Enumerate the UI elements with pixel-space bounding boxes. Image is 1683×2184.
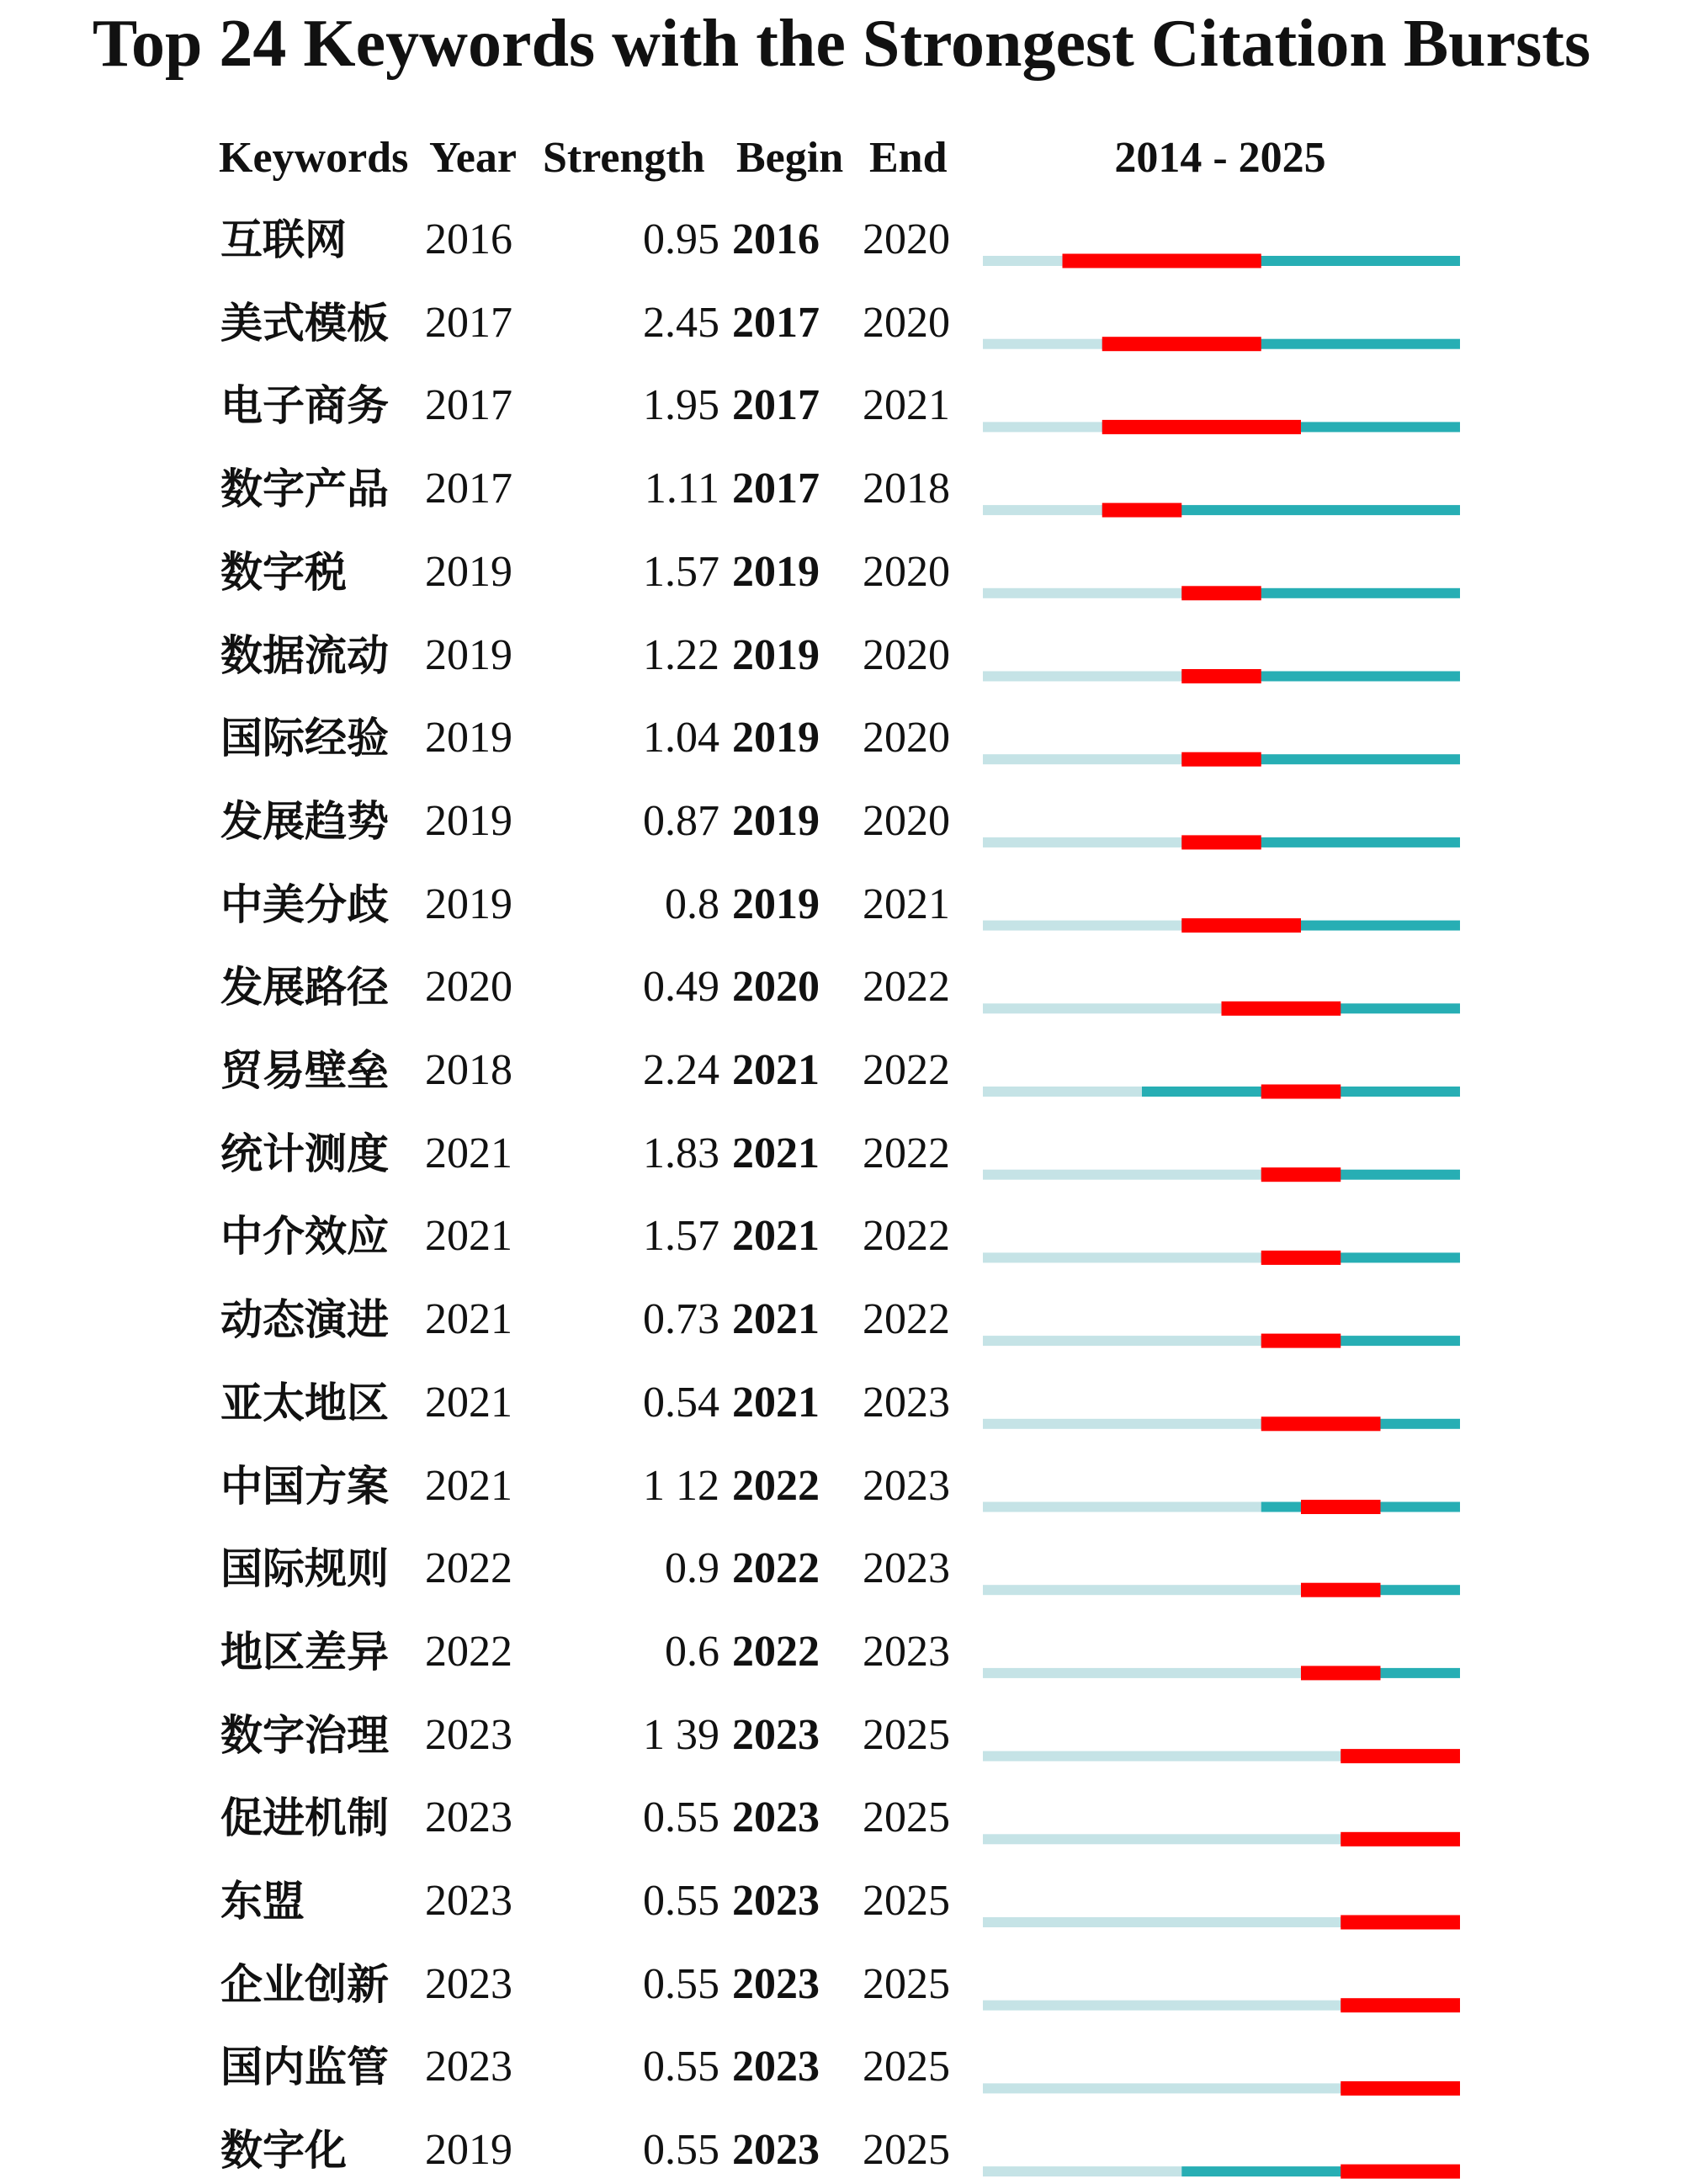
timeline-active-segment bbox=[1301, 1668, 1460, 1678]
timeline-before-segment bbox=[983, 1087, 1142, 1097]
strength-value: 0.8 bbox=[665, 879, 719, 928]
timeline-before-segment bbox=[983, 1252, 1261, 1262]
strength-value: 1.04 bbox=[643, 714, 719, 763]
keyword-label: 数字税 bbox=[220, 547, 347, 597]
timeline-active-segment bbox=[1341, 2001, 1460, 2011]
burst-bar bbox=[1301, 1500, 1381, 1514]
burst-bar bbox=[1301, 1583, 1381, 1597]
burst-bar bbox=[1181, 835, 1261, 849]
burst-bar bbox=[1261, 1334, 1341, 1348]
strength-value: 0.9 bbox=[665, 1544, 719, 1593]
begin-year: 2020 bbox=[732, 963, 820, 1012]
strength-value: 1.95 bbox=[643, 381, 719, 430]
burst-bar bbox=[1222, 1002, 1341, 1016]
timeline-active-segment bbox=[1102, 422, 1460, 432]
begin-year: 2019 bbox=[732, 547, 820, 596]
year-value: 2016 bbox=[425, 215, 512, 263]
burst-bar bbox=[1181, 586, 1261, 600]
end-year: 2023 bbox=[863, 1378, 950, 1427]
timeline-before-segment bbox=[983, 1834, 1341, 1844]
strength-value: 0.55 bbox=[643, 1877, 719, 1925]
strength-value: 0.73 bbox=[643, 1295, 719, 1344]
burst-bar bbox=[1341, 1832, 1460, 1847]
year-value: 2019 bbox=[425, 879, 512, 928]
keyword-label: 东盟 bbox=[220, 1877, 305, 1926]
timeline-active-segment bbox=[1261, 1336, 1460, 1346]
begin-year: 2022 bbox=[732, 1627, 820, 1676]
end-year: 2025 bbox=[863, 1877, 950, 1925]
year-value: 2021 bbox=[425, 1461, 512, 1510]
burst-bar bbox=[1063, 254, 1261, 268]
begin-year: 2023 bbox=[732, 1793, 820, 1842]
timeline-active-segment bbox=[1341, 1751, 1460, 1762]
keyword-label: 亚太地区 bbox=[220, 1378, 389, 1427]
year-value: 2019 bbox=[425, 547, 512, 596]
burst-bar bbox=[1261, 1167, 1341, 1182]
keyword-label: 地区差异 bbox=[220, 1627, 389, 1677]
strength-value: 1.57 bbox=[643, 1212, 719, 1261]
strength-value: 0.6 bbox=[665, 1627, 719, 1676]
timeline-active-segment bbox=[1222, 1003, 1461, 1013]
strength-value: 0.55 bbox=[643, 1793, 719, 1842]
header-end: End bbox=[869, 134, 948, 182]
end-year: 2020 bbox=[863, 714, 950, 763]
timeline-active-segment bbox=[1181, 672, 1460, 682]
year-value: 2022 bbox=[425, 1544, 512, 1593]
end-year: 2020 bbox=[863, 796, 950, 845]
keyword-label: 数字化 bbox=[220, 2126, 347, 2176]
header-begin: Begin bbox=[736, 134, 844, 182]
keyword-label: 统计测度 bbox=[220, 1129, 389, 1178]
timeline-active-segment bbox=[1261, 1419, 1460, 1429]
burst-bar bbox=[1341, 1749, 1460, 1763]
year-value: 2019 bbox=[425, 2126, 512, 2175]
timeline-active-segment bbox=[1063, 256, 1461, 266]
end-year: 2025 bbox=[863, 1793, 950, 1842]
timeline-active-segment bbox=[1261, 1170, 1460, 1180]
end-year: 2025 bbox=[863, 2126, 950, 2175]
strength-value: 0.49 bbox=[643, 963, 719, 1012]
timeline-active-segment bbox=[1181, 754, 1460, 764]
begin-year: 2021 bbox=[732, 1046, 820, 1094]
strength-value: 1.57 bbox=[643, 547, 719, 596]
end-year: 2025 bbox=[863, 1959, 950, 2008]
keyword-label: 互联网 bbox=[220, 215, 347, 264]
begin-year: 2016 bbox=[732, 215, 820, 263]
keyword-label: 动态演进 bbox=[220, 1295, 389, 1345]
timeline-active-segment bbox=[1341, 1917, 1460, 1927]
keyword-label: 美式模板 bbox=[220, 298, 389, 348]
strength-value: 0.55 bbox=[643, 2043, 719, 2091]
timeline-active-segment bbox=[1181, 837, 1460, 848]
keyword-label: 发展路径 bbox=[220, 963, 389, 1012]
keyword-label: 促进机制 bbox=[220, 1793, 389, 1843]
timeline-before-segment bbox=[983, 256, 1063, 266]
keyword-label: 中美分歧 bbox=[220, 879, 389, 929]
end-year: 2022 bbox=[863, 1212, 950, 1261]
timeline-before-segment bbox=[983, 1751, 1341, 1762]
timeline-before-segment bbox=[983, 422, 1102, 432]
timeline-before-segment bbox=[983, 754, 1181, 764]
end-year: 2020 bbox=[863, 298, 950, 347]
timeline-before-segment bbox=[983, 1336, 1261, 1346]
year-value: 2021 bbox=[425, 1378, 512, 1427]
begin-year: 2017 bbox=[732, 298, 820, 347]
year-value: 2023 bbox=[425, 1793, 512, 1842]
timeline-before-segment bbox=[983, 1585, 1301, 1595]
year-value: 2021 bbox=[425, 1129, 512, 1177]
end-year: 2020 bbox=[863, 547, 950, 596]
year-value: 2017 bbox=[425, 465, 512, 513]
strength-value: 0.55 bbox=[643, 1959, 719, 2008]
timeline-active-segment bbox=[1261, 1252, 1460, 1262]
keyword-label: 国际经验 bbox=[220, 714, 389, 763]
timeline-before-segment bbox=[983, 1668, 1301, 1678]
timeline-before-segment bbox=[983, 339, 1102, 349]
year-value: 2019 bbox=[425, 796, 512, 845]
keyword-label: 电子商务 bbox=[220, 381, 389, 431]
begin-year: 2023 bbox=[732, 1959, 820, 2008]
header-keywords: Keywords bbox=[219, 134, 409, 182]
strength-value: 1 39 bbox=[643, 1710, 719, 1759]
keyword-label: 发展趋势 bbox=[220, 796, 389, 846]
begin-year: 2021 bbox=[732, 1129, 820, 1177]
burst-bar bbox=[1261, 1085, 1341, 1099]
timeline-before-segment bbox=[983, 1419, 1261, 1429]
year-value: 2023 bbox=[425, 1877, 512, 1925]
strength-value: 1.22 bbox=[643, 630, 719, 679]
timeline-active-segment bbox=[1301, 1585, 1460, 1595]
strength-value: 1.11 bbox=[644, 465, 719, 513]
strength-value: 0.55 bbox=[643, 2126, 719, 2175]
timeline-before-segment bbox=[983, 921, 1181, 931]
end-year: 2025 bbox=[863, 2043, 950, 2091]
timeline-before-segment bbox=[983, 837, 1181, 848]
end-year: 2025 bbox=[863, 1710, 950, 1759]
year-value: 2021 bbox=[425, 1295, 512, 1344]
timeline-active-segment bbox=[1181, 588, 1460, 598]
timeline-active-segment bbox=[1142, 1087, 1460, 1097]
year-value: 2022 bbox=[425, 1627, 512, 1676]
timeline-before-segment bbox=[983, 505, 1102, 515]
chart-title: Top 24 Keywords with the Strongest Citation Bursts bbox=[92, 7, 1591, 81]
end-year: 2022 bbox=[863, 963, 950, 1012]
begin-year: 2023 bbox=[732, 1710, 820, 1759]
header-range: 2014 - 2025 bbox=[1114, 134, 1326, 182]
timeline-before-segment bbox=[983, 2083, 1341, 2093]
begin-year: 2023 bbox=[732, 2126, 820, 2175]
keyword-label: 贸易壁垒 bbox=[220, 1046, 389, 1095]
begin-year: 2019 bbox=[732, 796, 820, 845]
year-value: 2021 bbox=[425, 1212, 512, 1261]
burst-bar bbox=[1341, 1998, 1460, 2012]
begin-year: 2019 bbox=[732, 630, 820, 679]
begin-year: 2023 bbox=[732, 2043, 820, 2091]
end-year: 2022 bbox=[863, 1046, 950, 1094]
keyword-label: 数据流动 bbox=[220, 630, 389, 680]
strength-value: 2.24 bbox=[643, 1046, 719, 1094]
keyword-label: 国内监管 bbox=[220, 2043, 389, 2092]
end-year: 2018 bbox=[863, 465, 950, 513]
burst-bar bbox=[1102, 337, 1261, 351]
burst-bar bbox=[1102, 503, 1182, 518]
end-year: 2022 bbox=[863, 1129, 950, 1177]
timeline-active-segment bbox=[1261, 1502, 1460, 1512]
end-year: 2021 bbox=[863, 381, 950, 430]
begin-year: 2022 bbox=[732, 1461, 820, 1510]
strength-value: 1 12 bbox=[643, 1461, 719, 1510]
year-value: 2023 bbox=[425, 1959, 512, 2008]
burst-bar bbox=[1261, 1251, 1341, 1265]
begin-year: 2021 bbox=[732, 1378, 820, 1427]
burst-bar bbox=[1181, 752, 1261, 767]
burst-bar bbox=[1301, 1666, 1381, 1680]
year-value: 2019 bbox=[425, 714, 512, 763]
timeline-active-segment bbox=[1181, 2166, 1460, 2176]
timeline-before-segment bbox=[983, 1003, 1222, 1013]
keyword-label: 数字产品 bbox=[220, 465, 389, 514]
header-year: Year bbox=[429, 134, 517, 182]
keyword-label: 中介效应 bbox=[220, 1212, 389, 1262]
burst-bar bbox=[1181, 669, 1261, 683]
end-year: 2023 bbox=[863, 1627, 950, 1676]
begin-year: 2021 bbox=[732, 1295, 820, 1344]
begin-year: 2019 bbox=[732, 714, 820, 763]
timeline-active-segment bbox=[1341, 1834, 1460, 1844]
begin-year: 2022 bbox=[732, 1544, 820, 1593]
timeline-active-segment bbox=[1102, 339, 1460, 349]
timeline-before-segment bbox=[983, 1502, 1261, 1512]
burst-bar bbox=[1341, 1916, 1460, 1930]
year-value: 2017 bbox=[425, 298, 512, 347]
keyword-label: 中国方案 bbox=[220, 1461, 389, 1511]
strength-value: 0.87 bbox=[643, 796, 719, 845]
burst-bar bbox=[1261, 1416, 1381, 1431]
begin-year: 2019 bbox=[732, 879, 820, 928]
strength-value: 0.54 bbox=[643, 1378, 719, 1427]
timeline-before-segment bbox=[983, 1917, 1341, 1927]
year-value: 2020 bbox=[425, 963, 512, 1012]
begin-year: 2017 bbox=[732, 381, 820, 430]
timeline-before-segment bbox=[983, 672, 1181, 682]
keyword-label: 国际规则 bbox=[220, 1544, 389, 1594]
timeline-before-segment bbox=[983, 2166, 1181, 2176]
end-year: 2020 bbox=[863, 630, 950, 679]
timeline-before-segment bbox=[983, 588, 1181, 598]
keyword-label: 企业创新 bbox=[220, 1959, 389, 2009]
burst-bar bbox=[1341, 2165, 1460, 2179]
end-year: 2021 bbox=[863, 879, 950, 928]
year-value: 2019 bbox=[425, 630, 512, 679]
end-year: 2020 bbox=[863, 215, 950, 263]
year-value: 2023 bbox=[425, 2043, 512, 2091]
begin-year: 2023 bbox=[732, 1877, 820, 1925]
strength-value: 0.95 bbox=[643, 215, 719, 263]
strength-value: 1.83 bbox=[643, 1129, 719, 1177]
strength-value: 2.45 bbox=[643, 298, 719, 347]
burst-bar bbox=[1341, 2081, 1460, 2096]
timeline-active-segment bbox=[1181, 921, 1460, 931]
timeline-before-segment bbox=[983, 2001, 1341, 2011]
end-year: 2022 bbox=[863, 1295, 950, 1344]
begin-year: 2017 bbox=[732, 465, 820, 513]
end-year: 2023 bbox=[863, 1544, 950, 1593]
end-year: 2023 bbox=[863, 1461, 950, 1510]
year-value: 2018 bbox=[425, 1046, 512, 1094]
burst-bar bbox=[1102, 420, 1301, 434]
begin-year: 2021 bbox=[732, 1212, 820, 1261]
year-value: 2017 bbox=[425, 381, 512, 430]
timeline-active-segment bbox=[1102, 505, 1460, 515]
year-value: 2023 bbox=[425, 1710, 512, 1759]
burst-bar bbox=[1181, 918, 1301, 933]
timeline-before-segment bbox=[983, 1170, 1261, 1180]
keyword-label: 数字治理 bbox=[220, 1710, 389, 1760]
header-strength: Strength bbox=[543, 134, 705, 182]
timeline-active-segment bbox=[1341, 2083, 1460, 2093]
